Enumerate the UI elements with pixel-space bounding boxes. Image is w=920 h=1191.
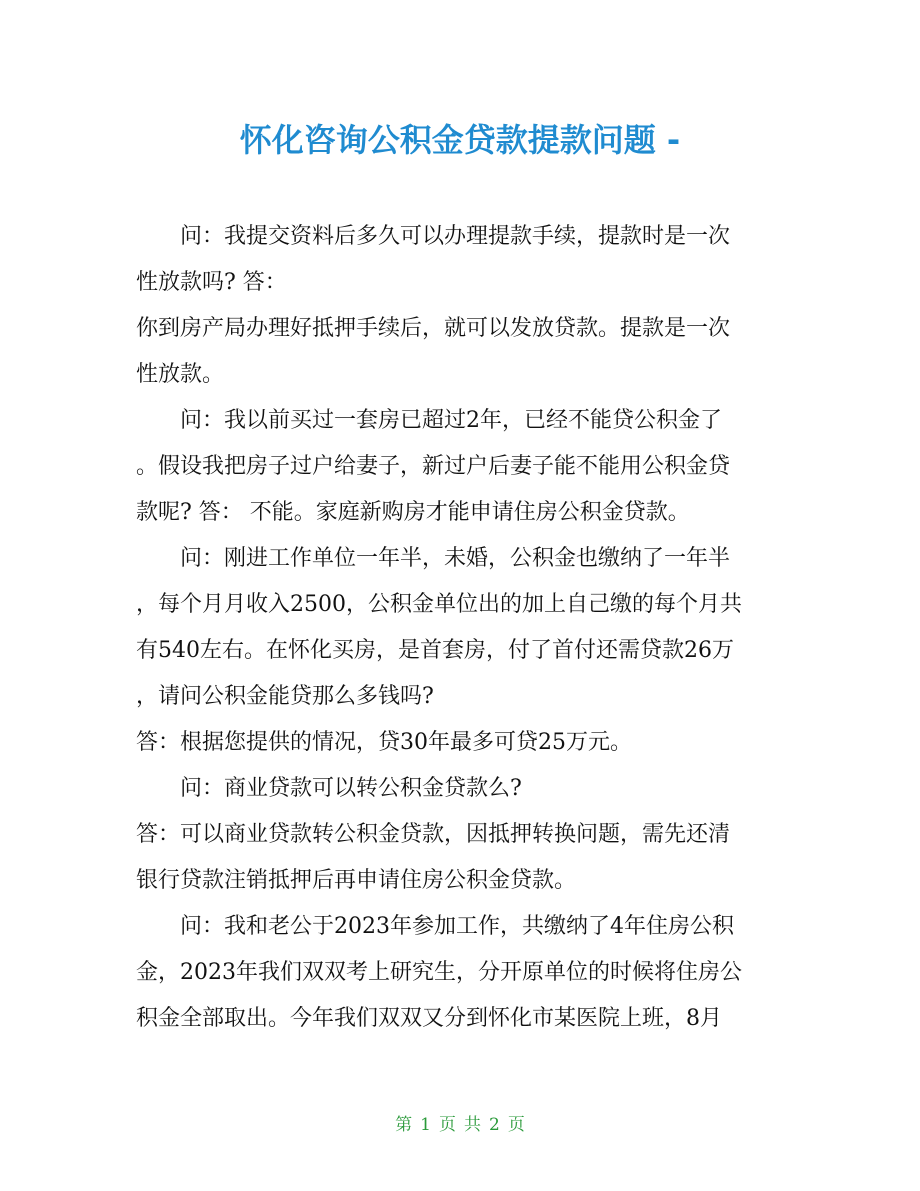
footer-total-pages: 2 <box>489 1115 500 1135</box>
paragraph-line: 有540左右。在怀化买房，是首套房，付了首付还需贷款26万 <box>136 638 734 663</box>
paragraph-line: 积金全部取出。今年我们双双又分到怀化市某医院上班，8月 <box>136 1006 722 1031</box>
paragraph-line: 金，2023年我们双双考上研究生，分开原单位的时候将住房公 <box>136 960 742 985</box>
footer-total-word: 共 <box>464 1115 481 1135</box>
footer-suffix: 页 <box>507 1115 525 1135</box>
paragraph-line: 款呢? 答： 不能。家庭新购房才能申请住房公积金贷款。 <box>136 500 690 525</box>
document-title: 怀化咨询公积金贷款提款问题 - <box>239 121 681 159</box>
footer-page-number: 1 <box>420 1115 431 1135</box>
paragraph-line: ，每个月月收入2500，公积金单位出的加上自己缴的每个月共 <box>136 592 742 617</box>
paragraph-line: 答：可以商业贷款转公积金贷款，因抵押转换问题，需先还清 <box>136 822 731 847</box>
page-footer <box>0 1111 920 1139</box>
paragraph-line: 性放款吗? 答： <box>136 270 287 295</box>
document-body <box>136 214 784 1042</box>
paragraph-line: 问：刚进工作单位一年半，未婚，公积金也缴纳了一年半 <box>180 546 731 571</box>
paragraph-line: 问：商业贷款可以转公积金贷款么? <box>180 776 522 801</box>
paragraph-line: 银行贷款注销抵押后再申请住房公积金贷款。 <box>136 868 577 893</box>
paragraph-line: 问：我以前买过一套房已超过2年，已经不能贷公积金了 <box>180 408 722 433</box>
paragraph-line: 性放款。 <box>136 362 225 387</box>
paragraph-line: 答：根据您提供的情况，贷30年最多可贷25万元。 <box>136 730 632 755</box>
footer-prefix: 第 <box>395 1115 413 1135</box>
paragraph-line: 。假设我把房子过户给妻子，新过户后妻子能不能用公积金贷 <box>136 454 731 479</box>
paragraph-line: 问：我提交资料后多久可以办理提款手续，提款时是一次 <box>180 224 731 249</box>
paragraph-line: ，请问公积金能贷那么多钱吗? <box>136 684 434 709</box>
paragraph-line: 你到房产局办理好抵押手续后，就可以发放贷款。提款是一次 <box>136 316 731 341</box>
footer-page-word: 页 <box>439 1115 456 1135</box>
paragraph-line: 问：我和老公于2023年参加工作，共缴纳了4年住房公积 <box>180 914 734 939</box>
